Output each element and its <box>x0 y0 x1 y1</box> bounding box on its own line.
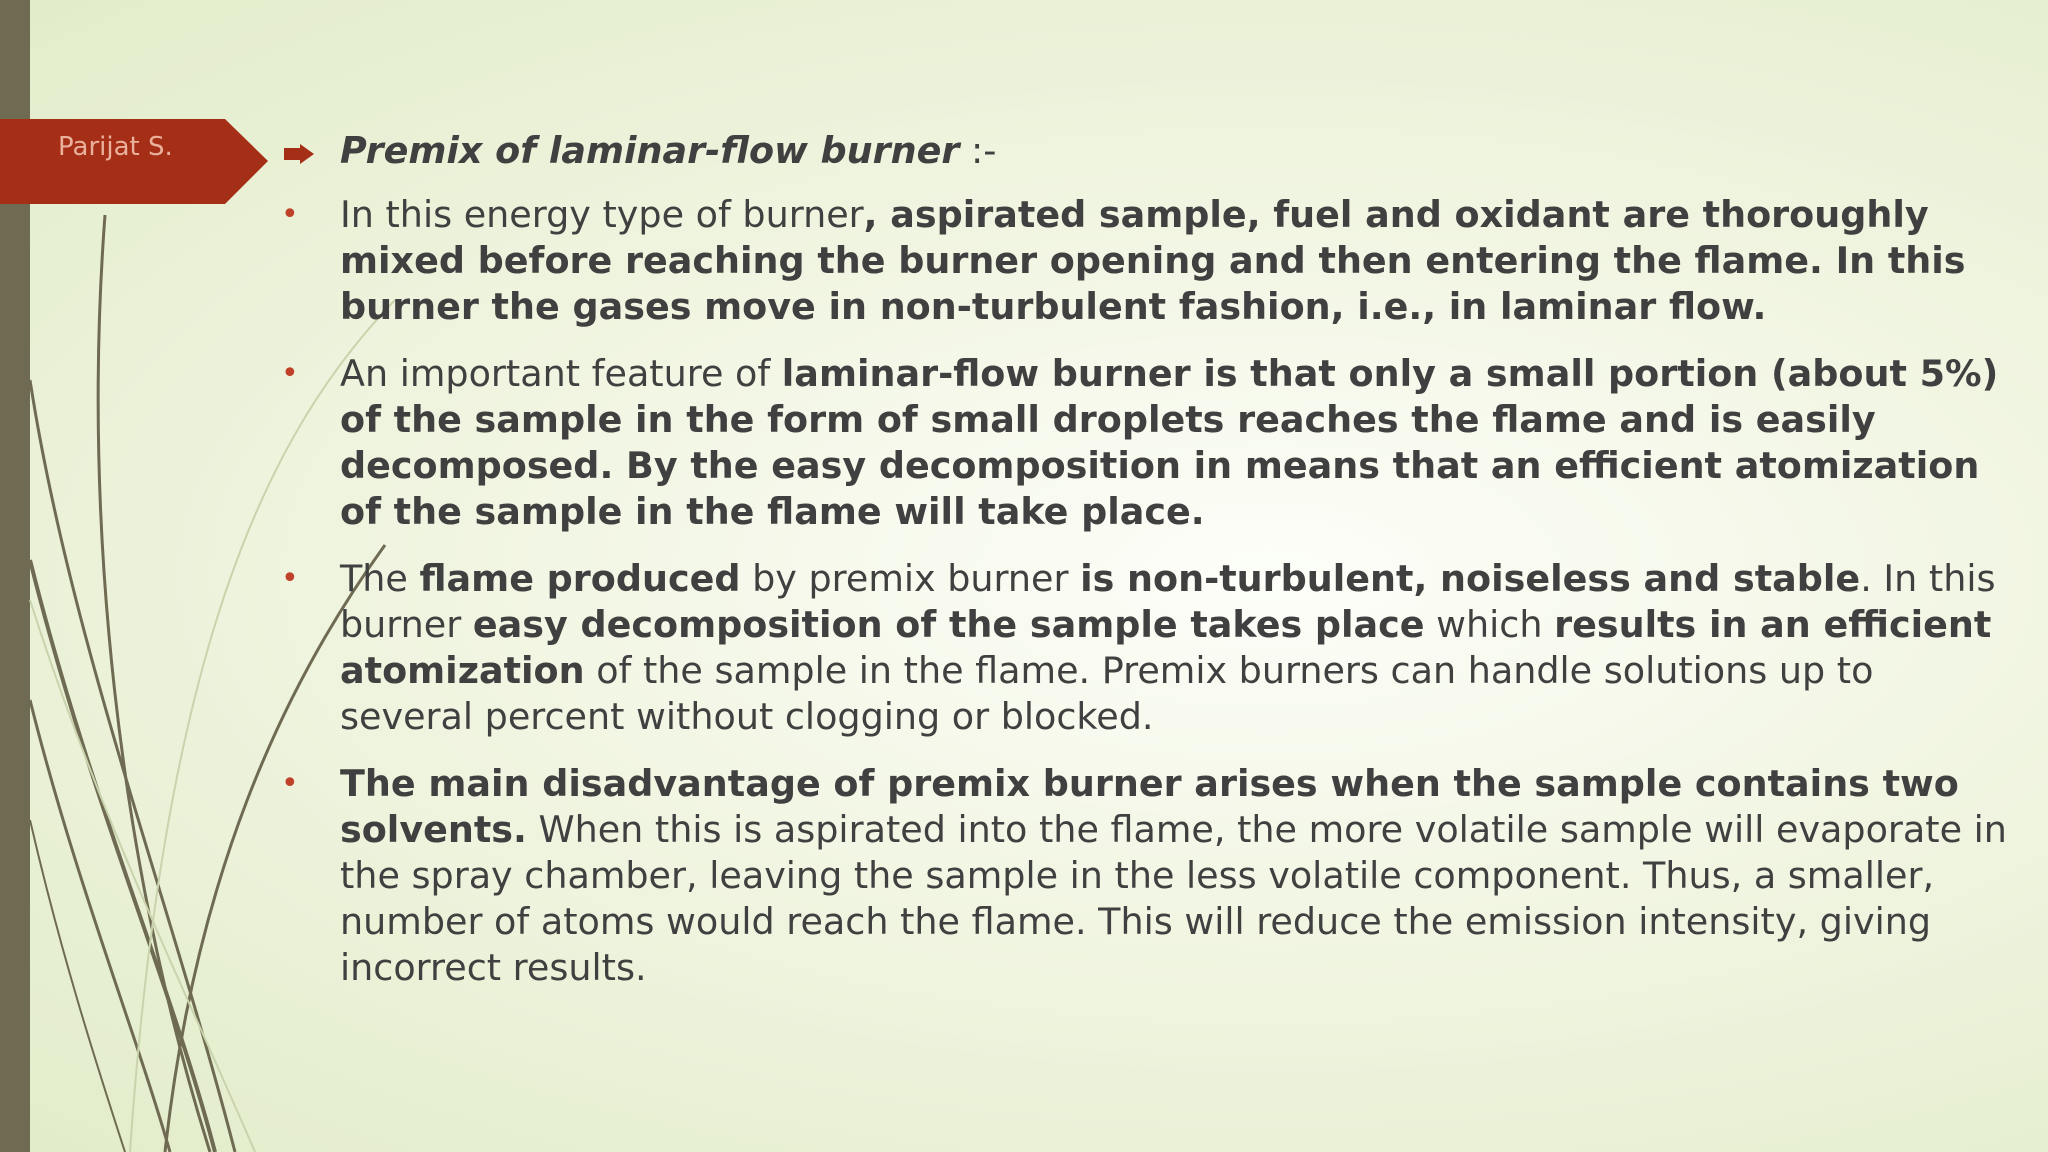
bullet-dot: • <box>281 356 299 391</box>
bullet-dot: • <box>281 766 299 801</box>
arrow-bullet-icon <box>284 144 314 164</box>
list-item: • The flame produced by premix burner is non-turbulent, noiseless and stable. In this burner easy decomposition of the sample takes place which results in an efficient atomization of the sample in the flame. Premix burners can handle solutions up to several percent without clogging or blocked. <box>281 557 1996 738</box>
bullet-dot: • <box>281 561 299 596</box>
slide-content <box>280 128 2010 1012</box>
list-item: • An important feature of laminar-flow burner is that only a small portion (about 5%) of the sample in the form of small droplets reaches the flame and is easily decomposed. By the easy decomposition in means that an efficient atomization of the sample in the flame will take place. <box>281 352 1999 533</box>
bullet-dot: • <box>281 197 299 232</box>
heading-text: Premix of laminar-flow burner :- <box>340 129 997 172</box>
list-item: • In this energy type of burner, aspirated sample, fuel and oxidant are thoroughly mixed before reaching the burner opening and then entering the flame. In this burner the gases move in non-turbulent fashion, i.e., in laminar flow. <box>281 193 1966 328</box>
slide-heading <box>280 128 2010 174</box>
author-name: Parijat S. <box>58 132 173 162</box>
list-item: • The main disadvantage of premix burner arises when the sample contains two solvents. When this is aspirated into the flame, the more volatile sample will evaporate in the spray chamber, leaving the sample in the less volatile component. Thus, a smaller, number of atoms would reach the flame. This will reduce the emission intensity, giving incorrect results. <box>281 762 2007 989</box>
